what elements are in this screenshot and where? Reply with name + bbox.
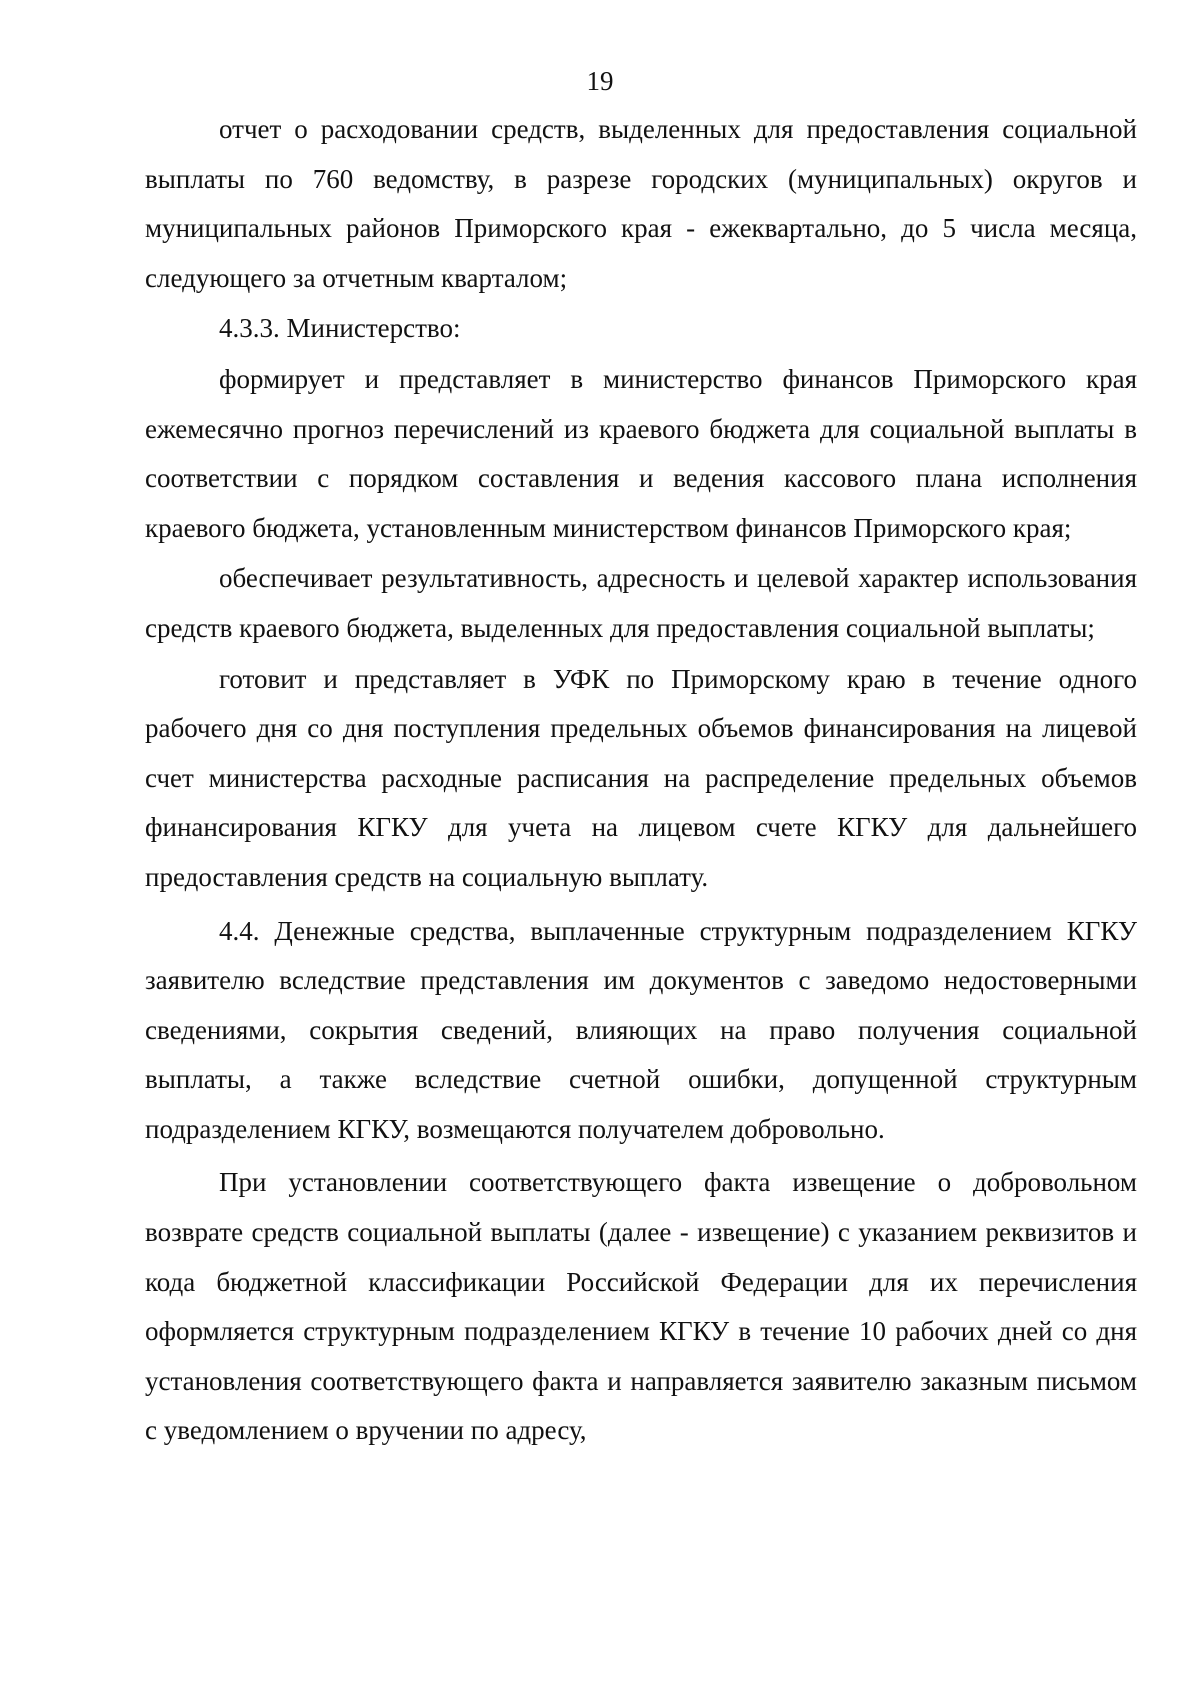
paragraph-ministry-heading: 4.3.3. Министерство: [219,313,461,344]
paragraph-expense-schedules: готовит и представляет в УФК по Приморскому краю в течение одного рабочего дня со дня поступления предельных объемов финансирования на лицевой счет министерства расходные расписания на распределение предельных объемов финансирования КГКУ для учета на лицевом счете КГКУ для дальнейшего предоставления средств на социальную выплату. [145,663,1137,892]
paragraph-targeted-use: обеспечивает результативность, адресность и целевой характер использования средств краевого бюджета, выделенных для предоставления социальной выплаты; [145,563,1137,643]
page-number: 19 [586,66,614,96]
paragraph-refund-of-funds: 4.4. Денежные средства, выплаченные структурным подразделением КГКУ заявителю вследствие представления им документов с заведомо недостоверными сведениями, сокрытия сведений, влияющих на право получения социальной выплаты, а также вследствие счетной ошибки, допущенной структурным подразделением КГКУ, возмещаются получателем добровольно. [145,915,1137,1144]
paragraph-refund-notice: При установлении соответствующего факта извещение о добровольном возврате средств социальной выплаты (далее - извещение) с указанием реквизитов и кода бюджетной классификации Российской Федерации для их перечисления оформляется структурным подразделением КГКУ в течение 10 рабочих дней со дня установления соответствующего факта и направляется заявителю заказным письмом с уведомлением о вручении по адресу, [145,1167,1137,1446]
paragraph-report-on-spending: отчет о расходовании средств, выделенных для предоставления социальной выплаты по 760 ведомству, в разрезе городских (муниципальных) округов и муниципальных районов Приморского края - ежеквартально, до 5 числа месяца, следующего за отчетным кварталом; [145,114,1137,293]
paragraph-forecast-transfers: формирует и представляет в министерство финансов Приморского края ежемесячно прогноз перечислений из краевого бюджета для социальной выплаты в соответствии с порядком составления и ведения кассового плана исполнения краевого бюджета, установленным министерством финансов Приморского края; [145,363,1137,543]
document-body [145,105,1137,1457]
